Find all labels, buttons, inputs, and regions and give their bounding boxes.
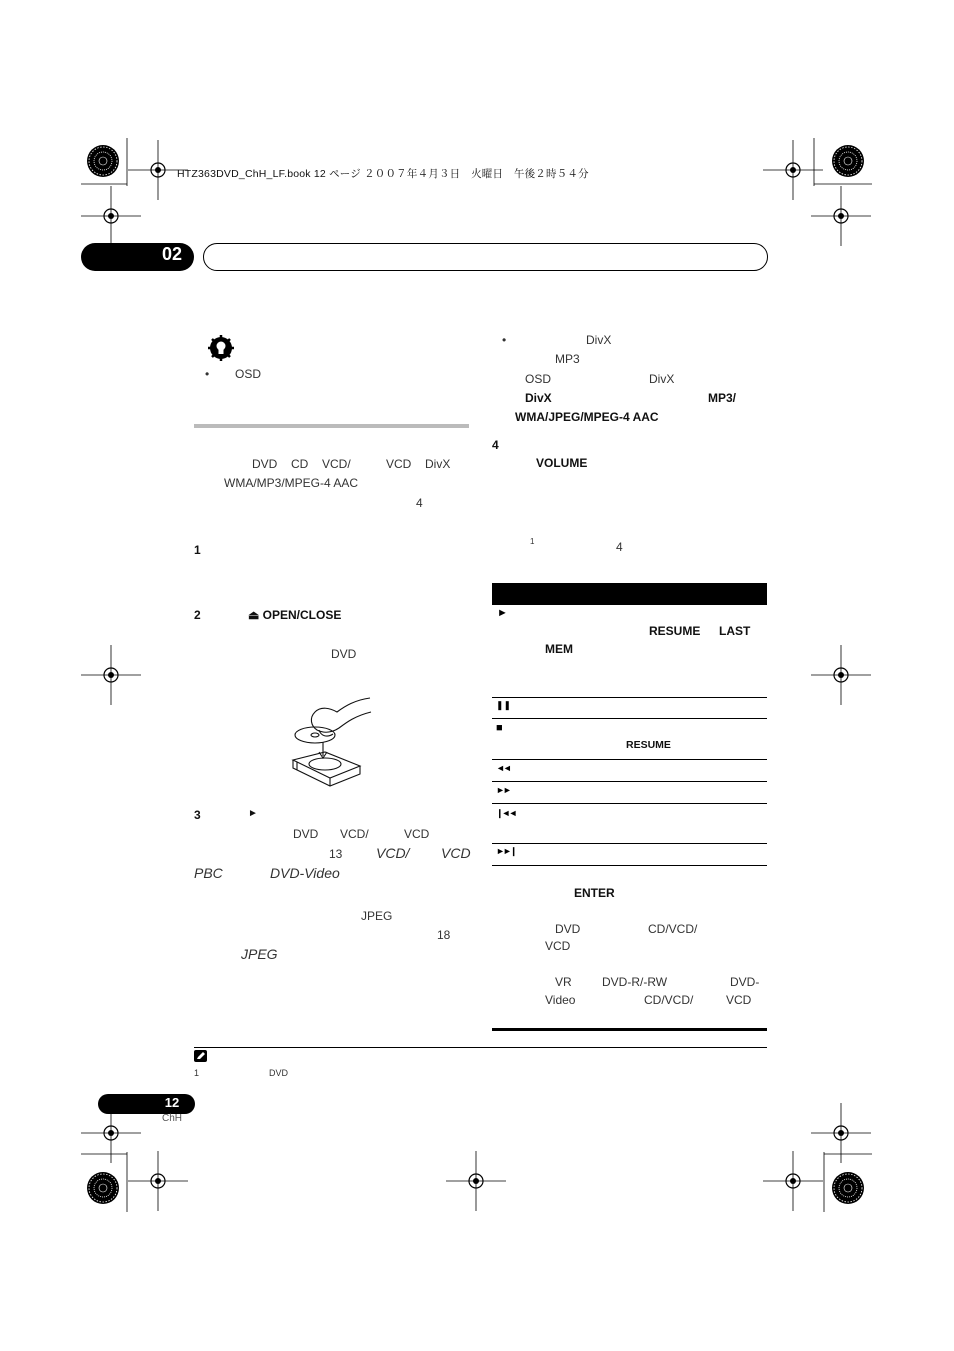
step3-dvd: DVD xyxy=(293,827,319,841)
control-table-header xyxy=(492,583,767,605)
rc-divx: DivX xyxy=(586,333,612,347)
note-osd: OSD xyxy=(235,367,262,381)
step3-jpeg-italic: JPEG xyxy=(241,946,278,962)
rc-formats-bold: WMA/JPEG/MPEG-4 AAC xyxy=(515,410,659,424)
table-row-divider xyxy=(492,865,767,866)
step2-number: 2 xyxy=(194,608,201,622)
chapter-number: 02 xyxy=(161,244,183,264)
step3-number: 3 xyxy=(194,808,201,822)
next-track-icon: ►►❙ xyxy=(496,846,516,856)
enter-dvd-dash: DVD- xyxy=(730,975,760,989)
table-row-divider xyxy=(492,843,767,844)
intro-formats: WMA/MP3/MPEG-4 AAC xyxy=(224,476,359,490)
intro-ref4: 4 xyxy=(416,496,423,510)
step4-volume: VOLUME xyxy=(536,456,588,470)
rc-bullet: • xyxy=(502,333,507,347)
rc-mp3-bold: MP3/ xyxy=(708,391,737,405)
step3-page13: 13 xyxy=(329,847,343,861)
book-header-line: HTZ363DVD_ChH_LF.book 12 ページ ２００７年４月３日 火曜日 午後２時５４分 xyxy=(177,168,589,180)
footnote-dvd: DVD xyxy=(269,1068,289,1078)
enter-dvd-r-rw: DVD-R/-RW xyxy=(602,975,668,989)
enter-vr: VR xyxy=(555,975,572,989)
table-row-divider xyxy=(492,759,767,760)
enter-cd-vcd2: CD/VCD/ xyxy=(644,993,694,1007)
footnote-number: 1 xyxy=(194,1068,200,1078)
resume-label: RESUME xyxy=(649,624,701,638)
rc-osd: OSD xyxy=(525,372,552,386)
enter-dvd: DVD xyxy=(555,922,581,936)
step4-number: 4 xyxy=(492,438,499,452)
step3-dvd-video: DVD-Video xyxy=(270,865,340,881)
rc-divx-bold: DivX xyxy=(525,391,552,405)
note-lightbulb-icon xyxy=(208,335,234,361)
chapter-title-bar xyxy=(203,243,768,271)
table-row-divider xyxy=(492,718,767,719)
step3-play-icon: ► xyxy=(248,808,258,819)
table-row-divider xyxy=(492,781,767,782)
step3-pbc: PBC xyxy=(194,865,223,881)
language-code: ChH xyxy=(162,1113,183,1124)
pause-icon: ❚❚ xyxy=(496,700,512,710)
resume-label-small: RESUME xyxy=(626,739,671,751)
play-icon: ► xyxy=(497,607,508,619)
previous-track-icon: ❙◄◄ xyxy=(496,808,516,818)
fast-forward-icon: ►► xyxy=(496,785,510,795)
intro-vcd-slash: VCD/ xyxy=(322,457,351,471)
enter-video: Video xyxy=(545,993,576,1007)
enter-cd-vcd: CD/VCD/ xyxy=(648,922,698,936)
stop-icon: ■ xyxy=(496,722,503,734)
enter-vcd: VCD xyxy=(545,939,571,953)
rewind-icon: ◄◄ xyxy=(496,763,510,773)
mem-label: MEM xyxy=(545,642,573,656)
table-row-divider xyxy=(492,803,767,804)
intro-dvd: DVD xyxy=(252,457,278,471)
footnote-ref-sup: 1 xyxy=(530,537,535,546)
footnote-rule xyxy=(194,1047,767,1048)
table-row-divider xyxy=(492,697,767,698)
step3-page18: 18 xyxy=(437,928,451,942)
last-label: LAST xyxy=(719,624,751,638)
section-divider xyxy=(194,424,469,428)
disc-tray-illustration xyxy=(285,690,375,795)
step3-vcd-slash: VCD/ xyxy=(340,827,369,841)
step2-dvd: DVD xyxy=(331,647,357,661)
step3-jpeg: JPEG xyxy=(361,909,393,923)
intro-divx: DivX xyxy=(425,457,451,471)
enter-vcd2: VCD xyxy=(726,993,752,1007)
note-bullet: • xyxy=(205,367,210,381)
page-number: 12 xyxy=(164,1095,180,1110)
intro-cd: CD xyxy=(291,457,309,471)
step3-vcd-italic-slash: VCD/ xyxy=(376,845,410,861)
step1-number: 1 xyxy=(194,543,201,557)
intro-vcd: VCD xyxy=(386,457,412,471)
step3-vcd: VCD xyxy=(404,827,430,841)
rc-divx2: DivX xyxy=(649,372,675,386)
footnote-ref-4: 4 xyxy=(616,540,623,554)
footnote-pencil-icon xyxy=(194,1050,207,1062)
table-bottom-rule xyxy=(492,1028,767,1031)
step3-vcd-italic: VCD xyxy=(441,845,471,861)
enter-label: ENTER xyxy=(574,886,615,900)
step2-open-close-button-label: ⏏ OPEN/CLOSE xyxy=(248,608,342,622)
rc-mp3: MP3 xyxy=(555,352,580,366)
